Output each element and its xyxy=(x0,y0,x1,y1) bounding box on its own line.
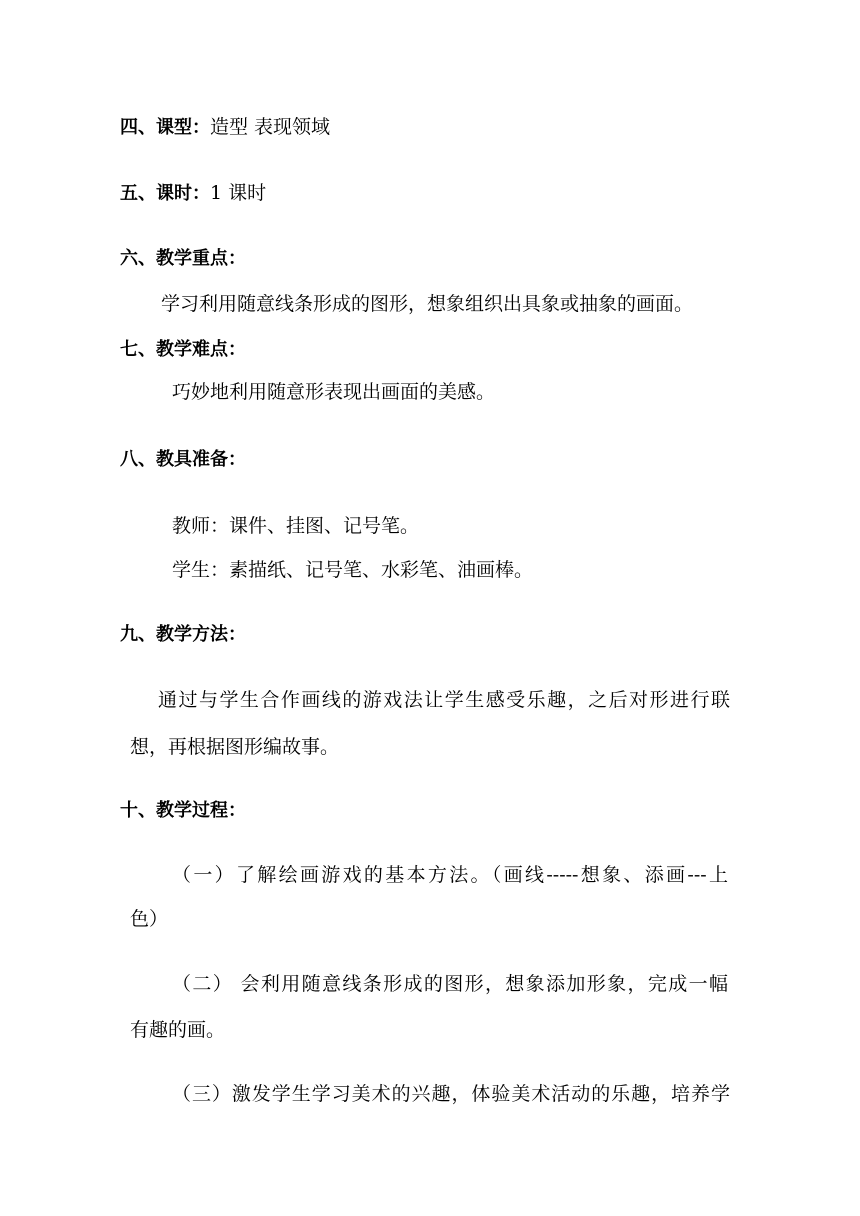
process-heading: 十、教学过程： xyxy=(120,800,246,821)
process-item3-line1: （三）激发学生学习美术的兴趣，体验美术活动的乐趣，培养学 xyxy=(172,1083,730,1105)
difficulties-text: 巧妙地利用随意形表现出画面的美感。 xyxy=(172,381,496,403)
difficulties-heading: 七、教学难点： xyxy=(120,339,246,360)
course-hours-label: 五、课时： xyxy=(120,183,210,204)
process-item2-line1: （二） 会利用随意线条形成的图形，想象添加形象，完成一幅 xyxy=(172,973,728,995)
process-item2-line2: 有趣的画。 xyxy=(130,1019,226,1041)
methods-heading: 九、教学方法： xyxy=(120,624,246,645)
course-hours-value: 1 课时 xyxy=(210,182,267,204)
course-type-label: 四、课型： xyxy=(120,117,210,138)
course-hours-row xyxy=(120,181,266,206)
key-points-heading: 六、教学重点： xyxy=(120,248,246,269)
course-type-row xyxy=(120,115,330,140)
process-item1-line2: 色） xyxy=(130,908,169,930)
course-type-value: 造型 表现领域 xyxy=(210,116,331,138)
methods-text-line1: 通过与学生合作画线的游戏法让学生感受乐趣，之后对形进行联 xyxy=(158,689,730,711)
key-points-text: 学习利用随意线条形成的图形，想象组织出具象或抽象的画面。 xyxy=(161,293,694,315)
process-item1-line1: （一）了解绘画游戏的基本方法。（画线-----想象、添画---上 xyxy=(172,864,728,886)
tools-teacher: 教师：课件、挂图、记号笔。 xyxy=(172,515,420,537)
tools-heading: 八、教具准备： xyxy=(120,449,246,470)
methods-text-line2: 想，再根据图形编故事。 xyxy=(130,736,340,758)
tools-student: 学生：素描纸、记号笔、水彩笔、油画棒。 xyxy=(172,559,534,581)
